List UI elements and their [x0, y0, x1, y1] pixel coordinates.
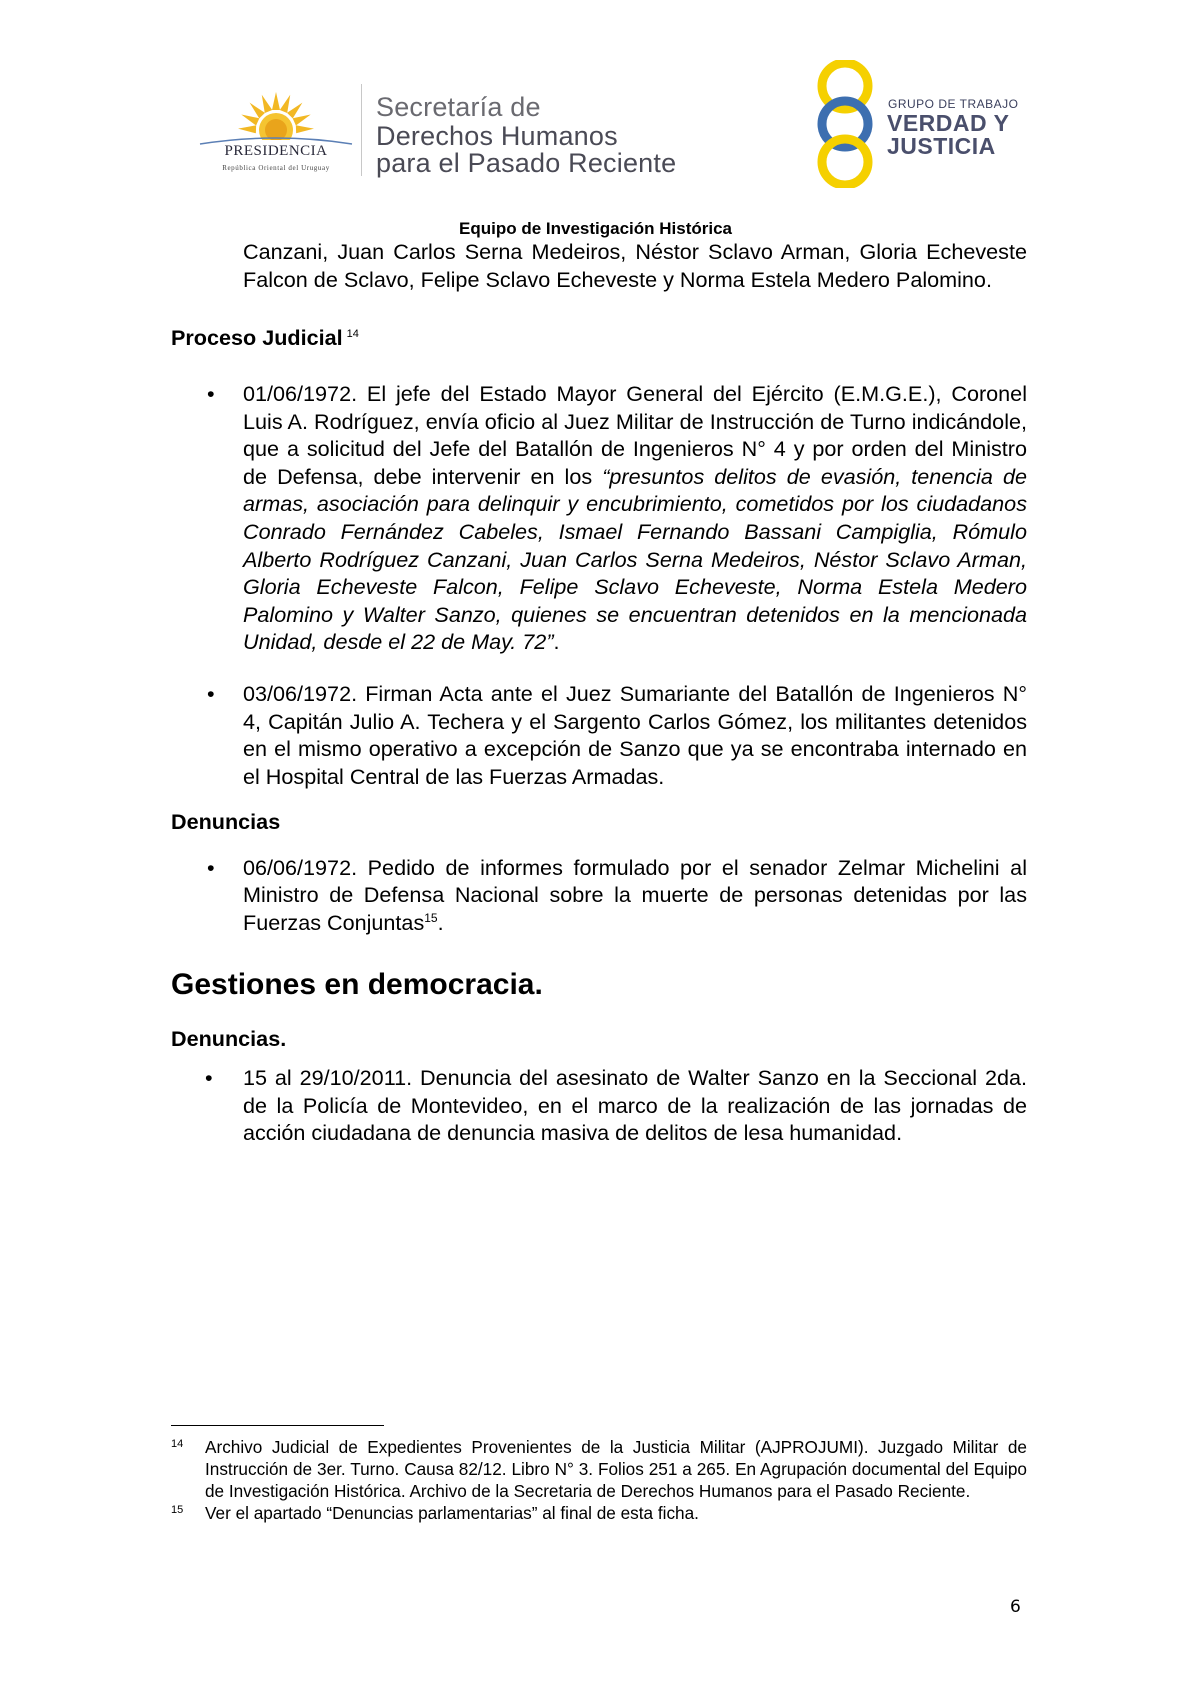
- footnote-15: [171, 1502, 1027, 1524]
- presidencia-label: PRESIDENCIA: [224, 143, 328, 159]
- denuncias-heading: Denuncias: [171, 809, 281, 835]
- gtvj-rings-logo: [810, 60, 880, 188]
- proceso-item-1: [207, 380, 1028, 656]
- denuncias-item-plain: 06/06/1972. Pedido de informes formulado por el senador Zelmar Michelini al Ministro de Defensa Nacional sobre la muerte de personas detenidas por las Fuerzas Conjuntas: [243, 854, 1027, 936]
- gtvj-label-verdad: VERDAD Y: [887, 110, 1010, 136]
- footnote-14-number: 14: [171, 1438, 184, 1450]
- page-header: [0, 0, 1191, 210]
- footnote-14-text: Archivo Judicial de Expedientes Provenientes de la Justicia Militar (AJPROJUMI). Juzgado Militar de Instrucción de 3er. Turno. Causa 82/12. Libro N° 3. Folios 251 a 265. En Agrupación documental del Equipo de Investigación Histórica. Archivo de la Secretaria de Derechos Humanos para el Pasado Reciente.: [205, 1437, 1027, 1501]
- proceso-item-2: [207, 680, 1027, 790]
- footnote-15-number: 15: [171, 1504, 184, 1516]
- proceso-heading-text: Proceso Judicial: [171, 325, 343, 351]
- bullet-icon: •: [207, 380, 215, 406]
- proceso-item-1-plain: 01/06/1972. El jefe del Estado Mayor General del Ejército (E.M.G.E.), Coronel Luis A. Rodríguez, envía oficio al Juez Militar de Instrucción de Turno indicándole, que a solicitud del Jefe del Batallón de Ingenieros N° 4 y por orden del Ministro de Defensa, debe intervenir en los: [243, 380, 1027, 489]
- footnotes: [171, 1425, 1027, 1524]
- proceso-item-2-text: 03/06/1972. Firman Acta ante el Juez Sumariante del Batallón de Ingenieros N° 4, Capitán Julio A. Techera y el Sargento Carlos Gómez, los militantes detenidos en el mismo operativo a excepción de Sanzo que ya se encontraba internado en el Hospital Central de las Fuerzas Armadas.: [243, 680, 1027, 789]
- secretaria-line-1: Secretaría de: [376, 92, 541, 122]
- footnote-14: [171, 1436, 1027, 1502]
- denuncias-footnote-ref: 15: [424, 910, 438, 925]
- bullet-icon: •: [205, 1065, 213, 1091]
- bullet-icon: •: [207, 680, 215, 706]
- secretaria-line-3: para el Pasado Reciente: [376, 148, 677, 178]
- gestiones-item: [205, 1064, 1027, 1147]
- page-content: [171, 238, 1027, 1147]
- gestiones-subheading: Denuncias.: [171, 1025, 287, 1051]
- team-title: Equipo de Investigación Histórica: [459, 219, 732, 238]
- gtvj-label-small: GRUPO DE TRABAJO: [888, 97, 1019, 111]
- page-number: 6: [1010, 1597, 1021, 1617]
- republica-label: República Oriental del Uruguay: [222, 164, 330, 172]
- bullet-icon: •: [207, 854, 215, 880]
- secretaria-line-2: Derechos Humanos: [376, 121, 618, 151]
- gestiones-item-text: 15 al 29/10/2011. Denuncia del asesinato de Walter Sanzo en la Seccional 2da. de la Policía de Montevideo, en el marco de la realización de las jornadas de acción ciudadana de denuncia masiva de delitos de lesa humanidad.: [243, 1065, 1027, 1146]
- intro-continuation: Canzani, Juan Carlos Serna Medeiros, Néstor Sclavo Arman, Gloria Echeveste Falcon de Sclavo, Felipe Sclavo Echeveste y Norma Estela Medero Palomino.: [243, 239, 1027, 292]
- footnote-rule: [171, 1425, 384, 1426]
- denuncias-item: [207, 854, 1027, 937]
- gestiones-heading: Gestiones en democracia.: [171, 967, 543, 1001]
- proceso-footnote-ref: 14: [346, 328, 359, 341]
- denuncias-item-text: [243, 854, 1027, 937]
- footnote-15-text: Ver el apartado “Denuncias parlamentarias” al final de esta ficha.: [205, 1503, 699, 1523]
- gtvj-label-justicia: JUSTICIA: [887, 133, 996, 159]
- proceso-item-1-tail: .: [553, 629, 560, 655]
- header-divider: [361, 84, 362, 176]
- proceso-item-1-text: [243, 380, 1027, 656]
- proceso-item-1-quote: “presuntos delitos de evasión, tenencia de armas, asociación para delinquir y encubrimiento, cometidos por los ciudadanos Conrado Fernández Cabeles, Ismael Fernando Bassani Campiglia, Rómulo Alberto Rodríguez Canzani, Juan Carlos Serna Medeiros, Néstor Sclavo Arman, Gloria Echeveste Falcon, Felipe Sclavo Echeveste, Norma Estela Medero Palomino y Walter Sanzo, quienes se encuentran detenidos en la mencionada Unidad, desde el 22 de May. 72”: [243, 463, 1028, 655]
- proceso-heading: [171, 321, 1027, 352]
- denuncias-item-tail: .: [437, 910, 444, 936]
